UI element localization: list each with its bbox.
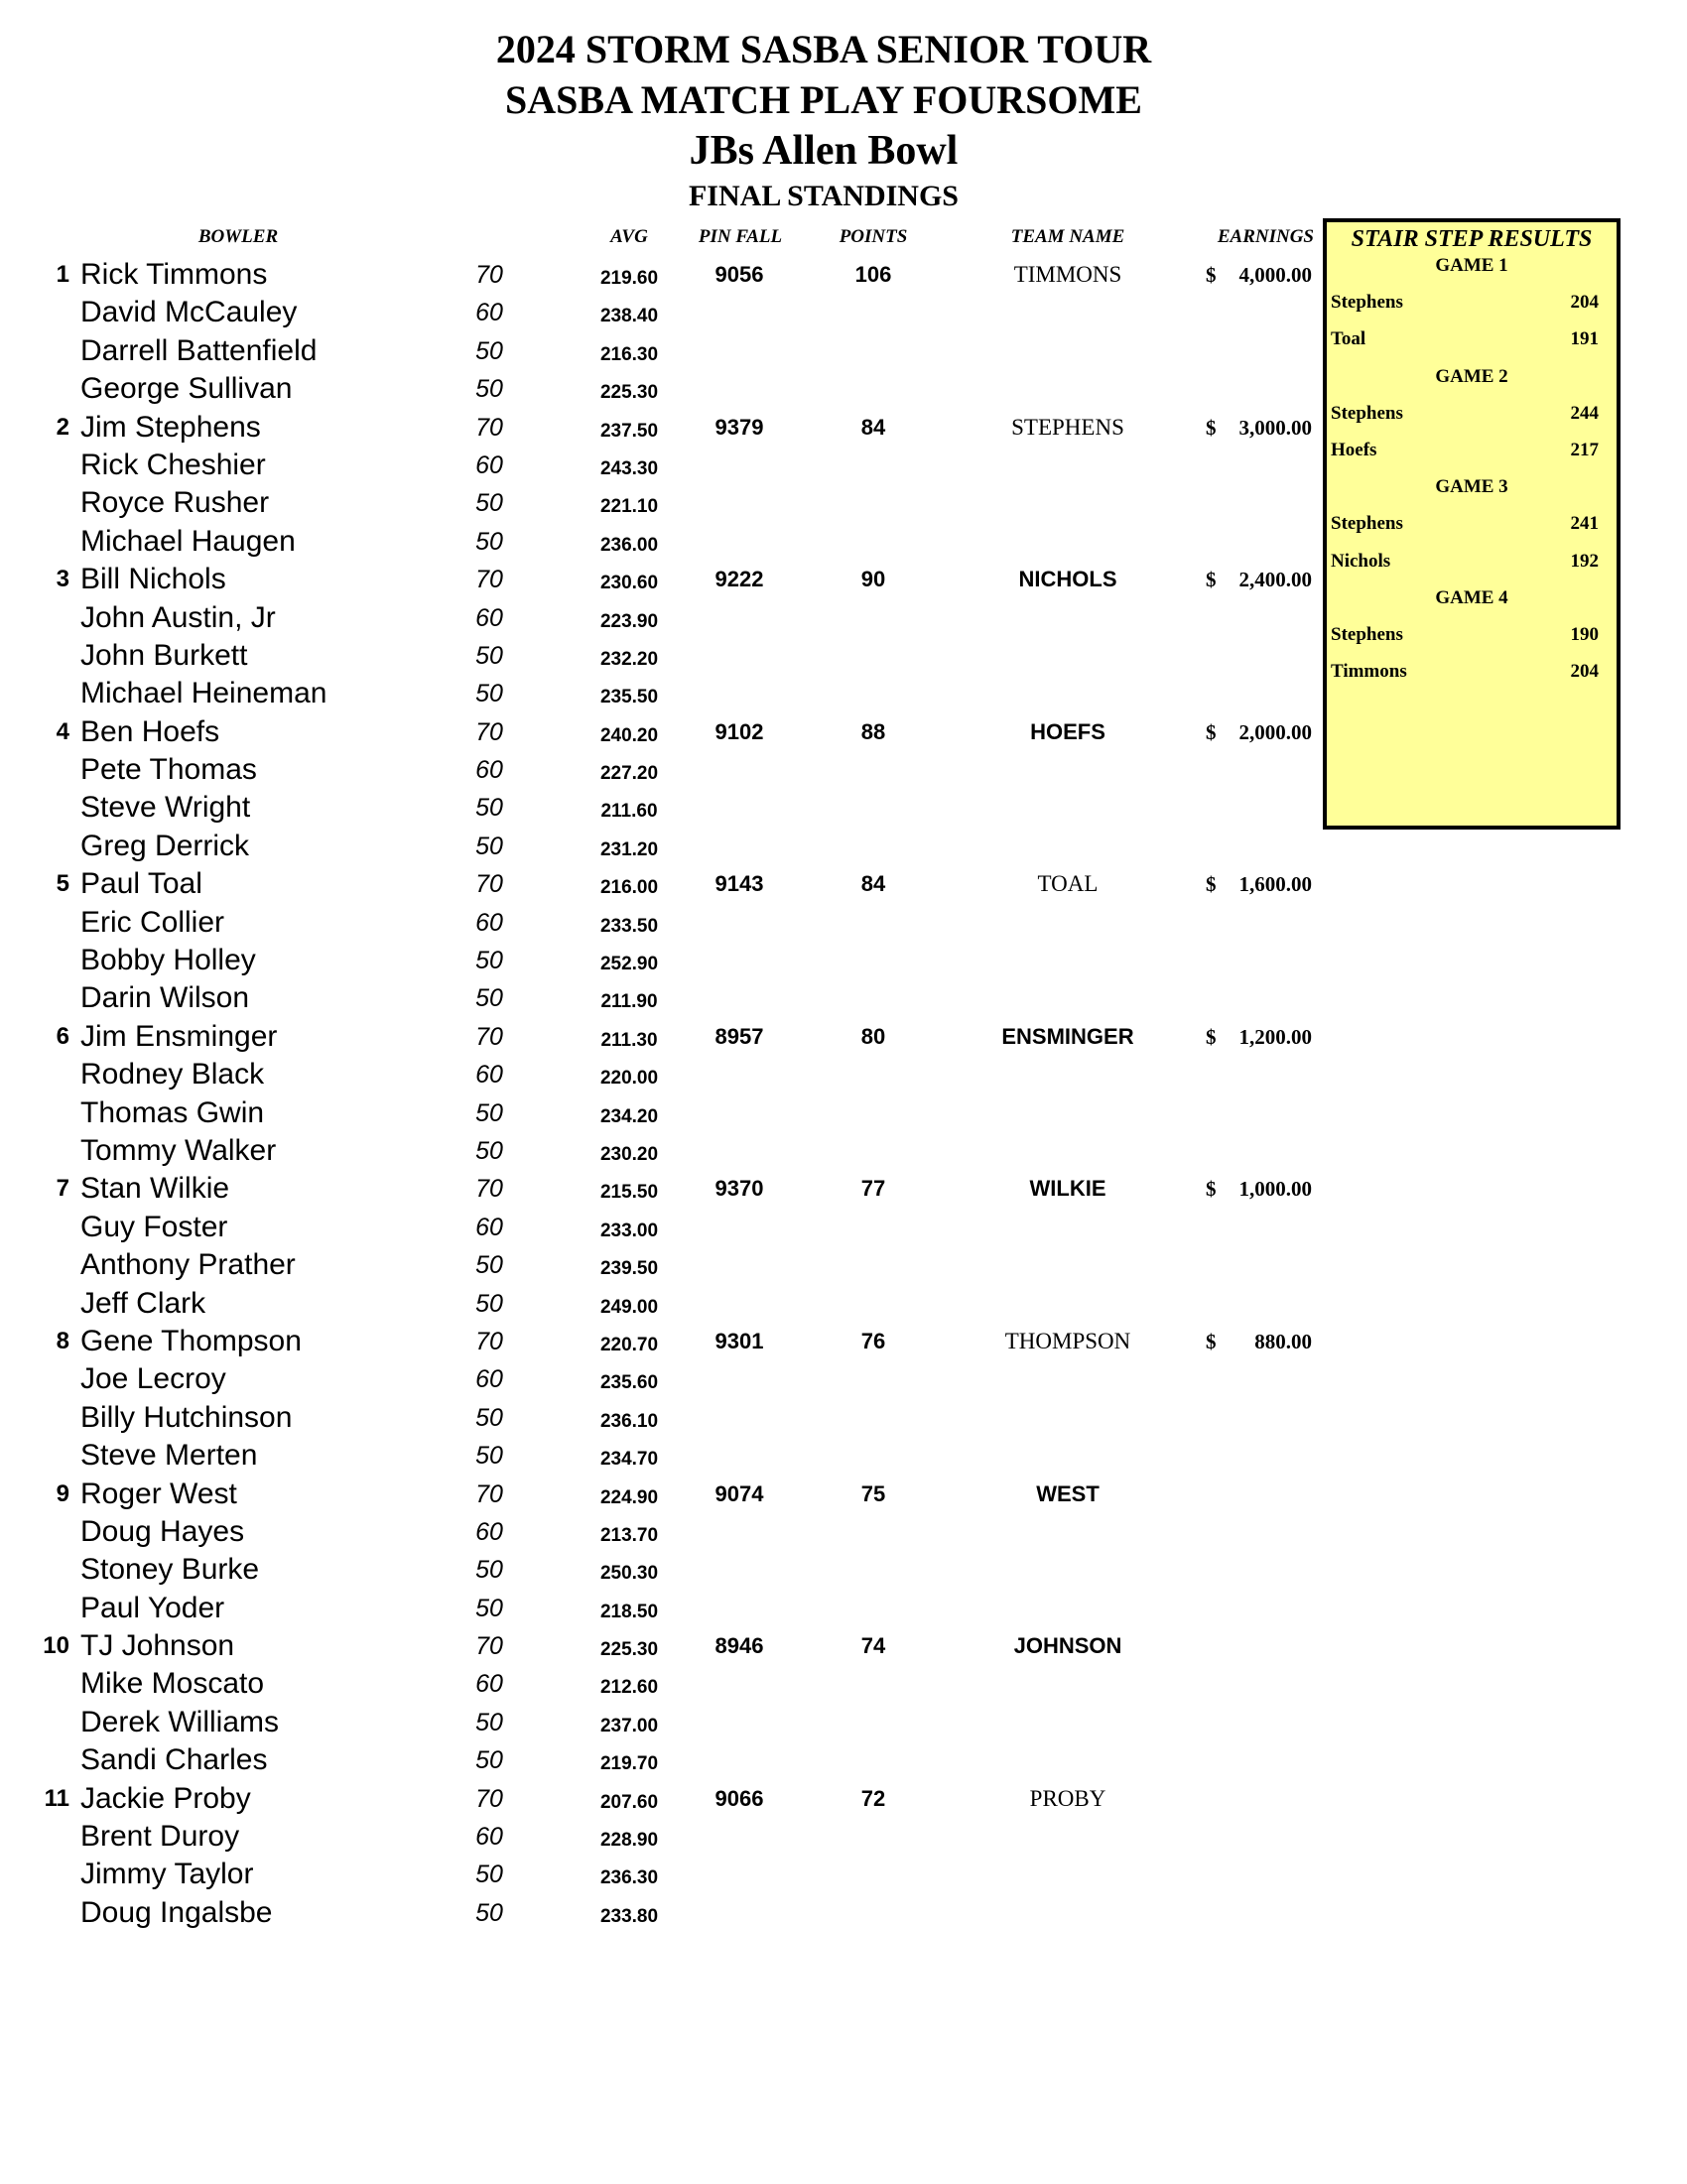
bowler-name: Derek Williams [80, 1705, 280, 1738]
team-lead-row [0, 409, 1320, 447]
bowler-row [0, 1894, 1320, 1932]
bowler-average: 237.00 [599, 1715, 659, 1736]
team-earnings: 4,000.00 [1238, 263, 1312, 287]
bowler-average: 212.60 [599, 1677, 659, 1699]
team-rank: 5 [56, 870, 69, 898]
bowler-average: 233.00 [599, 1220, 659, 1241]
team-earnings: 3,000.00 [1238, 415, 1312, 440]
bowler-handicap: 60 [475, 299, 503, 327]
team-earnings: 1,000.00 [1238, 1177, 1312, 1202]
team-name: TOAL [1037, 871, 1099, 897]
stair-score: 190 [1570, 624, 1599, 645]
bowler-average: 228.90 [599, 1830, 659, 1852]
bowler-handicap: 50 [475, 1136, 503, 1165]
header-points: POINTS [839, 226, 908, 247]
tour-title: 2024 STORM SASBA SENIOR TOUR [495, 27, 1152, 71]
bowler-row [0, 942, 1320, 979]
bowler-average: 237.50 [599, 420, 659, 442]
bowler-row [0, 637, 1320, 675]
team-lead-row [0, 865, 1320, 903]
bowler-name: Ben Hoefs [80, 714, 220, 748]
bowler-row [0, 979, 1320, 1017]
team-lead-row [0, 256, 1320, 294]
bowler-handicap: 50 [475, 1403, 503, 1432]
team-pin-fall: 9370 [714, 1176, 764, 1202]
bowler-average: 252.90 [599, 954, 659, 975]
header-avg: AVG [610, 226, 648, 247]
bowler-average: 220.00 [599, 1068, 659, 1090]
bowler-name: Bobby Holley [80, 944, 256, 977]
bowler-handicap: 50 [475, 680, 503, 708]
bowler-row [0, 1856, 1320, 1893]
bowler-row [0, 1551, 1320, 1589]
bowler-handicap: 70 [475, 1327, 503, 1355]
header-pin-fall: PIN FALL [698, 226, 783, 247]
bowler-handicap: 60 [475, 450, 503, 479]
bowler-row [0, 1741, 1320, 1779]
bowler-row [0, 1246, 1320, 1284]
team-points: 88 [860, 718, 886, 744]
bowler-name: Billy Hutchinson [80, 1400, 293, 1434]
team-earnings: 880.00 [1254, 1329, 1312, 1353]
bowler-handicap: 70 [475, 1479, 503, 1508]
team-name: WILKIE [1029, 1176, 1106, 1202]
bowler-name: Jimmy Taylor [80, 1858, 254, 1891]
bowler-name: Royce Rusher [80, 486, 270, 520]
header-team-name: TEAM NAME [1010, 226, 1125, 247]
bowler-row [0, 1704, 1320, 1741]
bowler-handicap: 60 [475, 1670, 503, 1699]
team-rank: 1 [56, 261, 69, 288]
team-name: ENSMINGER [1001, 1023, 1134, 1049]
stair-result-row [1327, 543, 1617, 580]
team-lead-row [0, 713, 1320, 751]
bowler-row [0, 1818, 1320, 1856]
bowler-row [0, 1094, 1320, 1132]
bowler-average: 231.20 [599, 838, 659, 860]
bowler-name: Tommy Walker [80, 1133, 277, 1167]
bowler-handicap: 60 [475, 603, 503, 632]
earnings-currency: $ [1206, 568, 1217, 592]
bowler-handicap: 60 [475, 1365, 503, 1394]
team-points: 80 [860, 1023, 886, 1049]
bowler-row [0, 599, 1320, 637]
bowler-name: Guy Foster [80, 1210, 228, 1243]
bowler-average: 234.70 [599, 1449, 659, 1471]
standings-title: FINAL STANDINGS [688, 180, 959, 212]
bowler-handicap: 50 [475, 336, 503, 365]
bowler-name: Brent Duroy [80, 1820, 240, 1854]
bowler-name: Eric Collier [80, 905, 225, 939]
team-earnings: 2,000.00 [1238, 719, 1312, 744]
bowler-row [0, 789, 1320, 827]
bowler-handicap: 50 [475, 489, 503, 518]
bowler-handicap: 50 [475, 794, 503, 823]
stair-step-title: STAIR STEP RESULTS [1351, 226, 1593, 252]
earnings-currency: $ [1206, 719, 1217, 744]
bowler-handicap: 50 [475, 1098, 503, 1127]
team-lead-row [0, 1476, 1320, 1513]
stair-score: 244 [1570, 402, 1599, 424]
bowler-average: 233.80 [599, 1905, 659, 1927]
team-lead-row [0, 561, 1320, 598]
stair-result-row [1327, 284, 1617, 321]
bowler-average: 211.90 [600, 991, 658, 1013]
bowler-name: Doug Ingalsbe [80, 1895, 273, 1929]
bowler-handicap: 50 [475, 1708, 503, 1736]
bowler-handicap: 50 [475, 1289, 503, 1318]
stair-team: Nichols [1331, 550, 1391, 572]
bowler-name: Michael Haugen [80, 524, 296, 558]
stair-team: Toal [1331, 328, 1366, 350]
bowler-name: John Burkett [80, 638, 248, 672]
bowler-average: 230.60 [599, 573, 659, 594]
bowler-name: Jim Ensminger [80, 1019, 278, 1053]
bowler-name: Steve Merten [80, 1439, 258, 1473]
bowler-name: Rodney Black [80, 1058, 265, 1092]
bowler-row [0, 904, 1320, 942]
bowler-average: 221.10 [599, 496, 659, 518]
bowler-name: Michael Heineman [80, 677, 327, 710]
bowler-name: George Sullivan [80, 372, 293, 406]
team-rank: 7 [56, 1175, 69, 1203]
team-pin-fall: 9056 [714, 262, 764, 287]
earnings-currency: $ [1206, 872, 1217, 897]
bowler-handicap: 50 [475, 1861, 503, 1889]
bowler-handicap: 60 [475, 1517, 503, 1546]
team-points: 76 [860, 1328, 886, 1353]
bowler-average: 236.10 [599, 1410, 659, 1432]
bowler-handicap: 70 [475, 1175, 503, 1204]
standings-table [0, 256, 1320, 1932]
bowler-average: 224.90 [599, 1486, 659, 1508]
bowler-row [0, 1665, 1320, 1703]
team-rank: 6 [56, 1022, 69, 1050]
event-title: SASBA MATCH PLAY FOURSOME [505, 77, 1142, 122]
bowler-row [0, 1285, 1320, 1323]
bowler-average: 236.00 [599, 534, 659, 556]
team-pin-fall: 9102 [714, 718, 764, 744]
bowler-row [0, 1399, 1320, 1437]
bowler-handicap: 70 [475, 413, 503, 442]
team-earnings: 2,400.00 [1238, 568, 1312, 592]
bowler-average: 211.60 [600, 801, 658, 823]
bowler-average: 215.50 [599, 1182, 659, 1204]
team-pin-fall: 9066 [714, 1785, 764, 1811]
bowler-average: 232.20 [599, 648, 659, 670]
stair-result-row [1327, 432, 1617, 469]
bowler-average: 216.30 [599, 343, 659, 365]
bowler-row [0, 484, 1320, 522]
bowler-handicap: 70 [475, 1784, 503, 1813]
bowler-average: 227.20 [599, 763, 659, 785]
bowler-name: Mike Moscato [80, 1667, 265, 1701]
stair-step-results-panel [1323, 218, 1621, 830]
stair-game-label: GAME 4 [1435, 586, 1508, 608]
bowler-handicap: 60 [475, 1061, 503, 1090]
team-name: STEPHENS [1011, 414, 1124, 440]
bowler-name: Rick Timmons [80, 258, 268, 291]
bowler-name: Stoney Burke [80, 1553, 260, 1587]
earnings-currency: $ [1206, 263, 1217, 287]
bowler-average: 239.50 [599, 1258, 659, 1280]
bowler-row [0, 1590, 1320, 1627]
bowler-name: Rick Cheshier [80, 448, 266, 481]
earnings-currency: $ [1206, 1024, 1217, 1049]
team-points: 75 [860, 1480, 886, 1506]
bowler-handicap: 70 [475, 261, 503, 289]
team-rank: 11 [44, 1784, 69, 1812]
stair-game-label: GAME 3 [1435, 476, 1508, 498]
stair-score: 191 [1570, 328, 1599, 350]
bowler-handicap: 50 [475, 1442, 503, 1471]
stair-score: 217 [1570, 440, 1599, 460]
team-lead-row [0, 1627, 1320, 1665]
bowler-name: Gene Thompson [80, 1324, 302, 1357]
bowler-name: TJ Johnson [80, 1629, 235, 1663]
bowler-row [0, 294, 1320, 331]
bowler-row [0, 370, 1320, 408]
bowler-handicap: 50 [475, 1556, 503, 1585]
bowler-average: 243.30 [599, 457, 659, 479]
stair-result-row [1327, 395, 1617, 433]
bowler-row [0, 447, 1320, 484]
team-rank: 3 [56, 566, 69, 593]
bowler-average: 220.70 [599, 1334, 659, 1355]
bowler-name: Paul Yoder [80, 1591, 225, 1624]
stair-result-row [1327, 616, 1617, 654]
bowler-name: Stan Wilkie [80, 1172, 230, 1206]
stair-score: 241 [1570, 513, 1599, 535]
team-rank: 4 [56, 717, 69, 745]
team-name: THOMPSON [1004, 1328, 1131, 1353]
bowler-name: Jim Stephens [80, 410, 261, 444]
team-pin-fall: 8957 [714, 1023, 764, 1049]
team-name: PROBY [1029, 1785, 1106, 1811]
bowler-average: 225.30 [599, 1639, 659, 1661]
bowler-handicap: 50 [475, 1251, 503, 1280]
team-earnings: 1,200.00 [1238, 1024, 1312, 1049]
team-name: TIMMONS [1013, 262, 1122, 287]
bowler-average: 219.60 [599, 268, 659, 289]
bowler-handicap: 60 [475, 908, 503, 937]
stair-score: 192 [1570, 550, 1599, 572]
bowler-handicap: 50 [475, 984, 503, 1013]
bowler-name: Anthony Prather [80, 1248, 296, 1282]
bowler-row [0, 1360, 1320, 1398]
stair-team: Stephens [1331, 292, 1403, 314]
team-pin-fall: 8946 [714, 1633, 764, 1659]
bowler-name: Greg Derrick [80, 829, 250, 862]
bowler-average: 250.30 [599, 1563, 659, 1585]
bowler-handicap: 70 [475, 1022, 503, 1051]
team-pin-fall: 9301 [714, 1328, 764, 1353]
team-lead-row [0, 1018, 1320, 1056]
bowler-row [0, 1513, 1320, 1551]
stair-game-label: GAME 2 [1435, 365, 1508, 387]
bowler-name: Pete Thomas [80, 753, 257, 787]
stair-game-label: GAME 1 [1435, 255, 1508, 276]
bowler-name: Jeff Clark [80, 1286, 206, 1320]
stair-result-row [1327, 653, 1617, 691]
bowler-handicap: 60 [475, 1823, 503, 1852]
team-points: 74 [860, 1633, 886, 1659]
header-earnings: EARNINGS [1217, 226, 1314, 247]
bowler-average: 235.60 [599, 1372, 659, 1394]
bowler-average: 207.60 [599, 1791, 659, 1813]
bowler-average: 234.20 [599, 1105, 659, 1127]
bowler-name: Jackie Proby [80, 1781, 251, 1815]
header-bowler: BOWLER [197, 226, 279, 247]
bowler-name: Joe Lecroy [80, 1362, 226, 1396]
bowler-name: Bill Nichols [80, 563, 226, 596]
bowler-handicap: 70 [475, 1632, 503, 1661]
venue-title: JBs Allen Bowl [689, 128, 959, 174]
bowler-row [0, 1132, 1320, 1170]
bowler-average: 233.50 [599, 915, 659, 937]
bowler-handicap: 60 [475, 1213, 503, 1241]
bowler-handicap: 50 [475, 527, 503, 556]
team-points: 84 [860, 871, 886, 897]
bowler-row [0, 1437, 1320, 1475]
team-pin-fall: 9222 [714, 567, 764, 592]
bowler-handicap: 50 [475, 1898, 503, 1927]
team-rank: 10 [43, 1632, 69, 1660]
team-points: 90 [860, 567, 886, 592]
bowler-name: Darin Wilson [80, 981, 250, 1015]
bowler-average: 213.70 [599, 1524, 659, 1546]
bowler-average: 235.50 [599, 687, 659, 708]
stair-team: Timmons [1331, 661, 1407, 683]
stair-team: Stephens [1331, 624, 1403, 645]
team-points: 106 [854, 262, 892, 287]
bowler-handicap: 50 [475, 375, 503, 404]
bowler-name: Thomas Gwin [80, 1095, 265, 1129]
team-name: WEST [1036, 1480, 1100, 1506]
team-lead-row [0, 1780, 1320, 1818]
earnings-currency: $ [1206, 1177, 1217, 1202]
bowler-name: Roger West [80, 1477, 237, 1510]
bowler-row [0, 332, 1320, 370]
stair-team: Stephens [1331, 513, 1403, 535]
bowler-name: Steve Wright [80, 791, 251, 825]
bowler-handicap: 50 [475, 947, 503, 975]
bowler-row [0, 1056, 1320, 1093]
team-name: NICHOLS [1018, 567, 1117, 592]
stair-team: Stephens [1331, 402, 1403, 424]
team-points: 84 [860, 414, 886, 440]
team-rank: 9 [56, 1479, 69, 1507]
bowler-name: Paul Toal [80, 867, 202, 901]
team-rank: 2 [56, 413, 69, 441]
bowler-handicap: 70 [475, 566, 503, 594]
team-pin-fall: 9074 [714, 1480, 764, 1506]
team-name: HOEFS [1030, 718, 1105, 744]
team-pin-fall: 9379 [714, 414, 764, 440]
bowler-name: Doug Hayes [80, 1514, 245, 1548]
team-pin-fall: 9143 [714, 871, 764, 897]
earnings-currency: $ [1206, 415, 1217, 440]
team-lead-row [0, 1323, 1320, 1360]
bowler-row [0, 523, 1320, 561]
bowler-average: 223.90 [599, 610, 659, 632]
stair-result-row [1327, 321, 1617, 358]
bowler-handicap: 50 [475, 832, 503, 860]
bowler-average: 218.50 [599, 1601, 659, 1622]
bowler-handicap: 70 [475, 870, 503, 899]
team-earnings: 1,600.00 [1238, 872, 1312, 897]
bowler-average: 230.20 [599, 1143, 659, 1165]
team-rank: 8 [56, 1327, 69, 1354]
bowler-average: 238.40 [599, 306, 659, 327]
bowler-average: 240.20 [599, 724, 659, 746]
stair-score: 204 [1570, 661, 1599, 683]
bowler-name: Sandi Charles [80, 1743, 268, 1777]
bowler-name: Darrell Battenfield [80, 333, 318, 367]
bowler-name: David McCauley [80, 296, 298, 329]
bowler-handicap: 50 [475, 1594, 503, 1622]
stair-result-row [1327, 505, 1617, 543]
team-name: JOHNSON [1013, 1633, 1122, 1659]
bowler-handicap: 50 [475, 641, 503, 670]
team-lead-row [0, 1170, 1320, 1208]
bowler-handicap: 70 [475, 717, 503, 746]
team-points: 72 [860, 1785, 886, 1811]
bowler-name: John Austin, Jr [80, 600, 276, 634]
bowler-average: 219.70 [599, 1753, 659, 1775]
bowler-row [0, 1209, 1320, 1246]
bowler-row [0, 751, 1320, 789]
bowler-average: 211.30 [600, 1029, 658, 1051]
bowler-average: 216.00 [599, 877, 659, 899]
bowler-handicap: 50 [475, 1746, 503, 1775]
stair-score: 204 [1570, 292, 1599, 314]
bowler-average: 225.30 [599, 382, 659, 404]
bowler-handicap: 60 [475, 756, 503, 785]
bowler-average: 249.00 [599, 1296, 659, 1318]
stair-team: Hoefs [1331, 440, 1377, 460]
bowler-average: 236.30 [599, 1867, 659, 1889]
bowler-row [0, 828, 1320, 865]
team-points: 77 [860, 1176, 886, 1202]
bowler-row [0, 675, 1320, 712]
earnings-currency: $ [1206, 1329, 1217, 1353]
